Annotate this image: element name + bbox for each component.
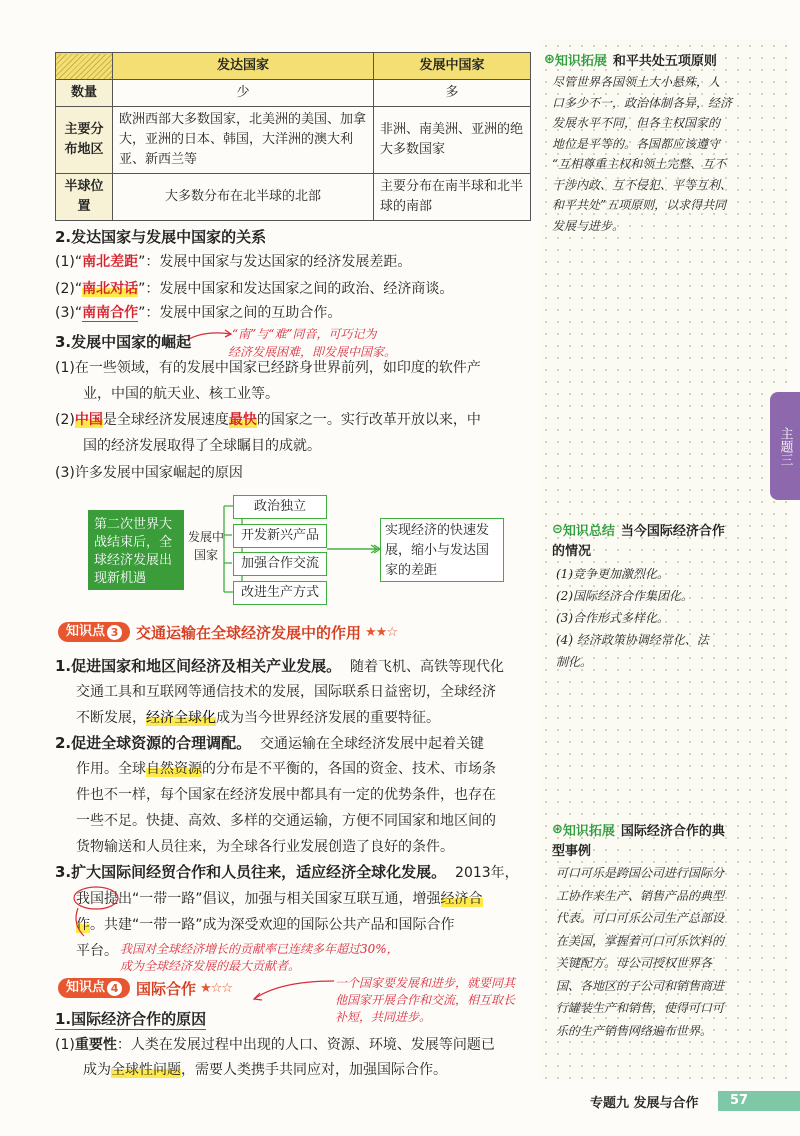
- key-term: 作: [76, 917, 90, 933]
- side-note-header: [544, 50, 717, 69]
- paragraph-line: (1)在一些领域，有的发展中国家已经跻身世界前列，如印度的软件产: [55, 360, 481, 376]
- handwritten-note: “南”与“难”同音，可巧记为: [232, 327, 377, 341]
- paragraph-line: 我国提出“一带一路”倡议，加强与相关国家互联互通，增强经济合: [76, 891, 483, 907]
- side-note-header: [552, 520, 725, 539]
- table-cell: 大多数分布在北半球的北部: [113, 174, 374, 221]
- table-cell: 非洲、南美洲、亚洲的绝大多数国家: [374, 107, 531, 174]
- flow-item: 开发新兴产品: [233, 524, 327, 548]
- flow-item: 政治独立: [233, 495, 327, 519]
- annotation-arrow: [250, 975, 340, 1005]
- paragraph-line: 作用。全球自然资源的分布是不平衡的，各国的资金、技术、市场条: [76, 761, 496, 777]
- knowledge-point-number: 3: [107, 625, 122, 640]
- paragraph-line: 成为全球性问题，需要人类携手共同应对，加强国际合作。: [83, 1062, 447, 1078]
- paragraph-line: (1)“南北差距”：发展中国家与发达国家的经济发展差距。: [55, 254, 412, 270]
- side-note-title-cont: 型事例: [552, 844, 592, 859]
- paragraph-line: 2.促进全球资源的合理调配。 交通运输在全球经济发展中起着关键: [55, 734, 485, 752]
- table-row: [56, 107, 531, 174]
- handwritten-note: 成为全球经济发展的最大贡献者。: [120, 959, 301, 973]
- knowledge-point-title: 国际合作: [136, 979, 197, 998]
- paragraph-line: 国的经济发展取得了全球瞩目的成就。: [83, 438, 321, 454]
- page-number: 57: [718, 1091, 800, 1111]
- handwritten-note: 我国对全球经济增长的贡献率已连续多年超过30%，: [120, 942, 399, 956]
- section-title: 2.发达国家与发展中国家的关系: [55, 228, 267, 246]
- side-note-body: (1)竞争更加激烈化。 (2)国际经济合作集团化。 (3)合作形式多样化。 (4) 经济政策协调经常化、法 制化。: [556, 567, 709, 669]
- paragraph-line: (3)许多发展中国家崛起的原因: [55, 465, 243, 481]
- key-term: 经济合: [440, 891, 483, 907]
- key-term: 中国: [74, 412, 103, 428]
- table-cell: 多: [374, 80, 531, 107]
- paragraph-line: 业，中国的航天业、核工业等。: [83, 386, 279, 402]
- flow-start-box: 第二次世界大战结束后，全球经济发展出现新机遇: [88, 510, 184, 590]
- knowledge-point-tag: 知识点 4: [58, 978, 130, 998]
- table-header-developed: 发达国家: [113, 53, 374, 80]
- difficulty-stars: ★★☆: [365, 624, 397, 640]
- side-note-title: 和平共处五项原则: [612, 54, 717, 69]
- knowledge-point-header: [58, 622, 397, 642]
- footer-chapter: 专题九 发展与合作: [590, 1096, 699, 1111]
- side-note-body: 可口可乐是跨国公司进行国际分 工协作来生产、销售产品的典型 代表。可口可乐公司生产总部设 在美国，掌握着可口可乐饮料的 关键配方。母公司授权世界各 国、各地区的子公司和销售商进 行罐装生产和销售，使得可口可 乐的生产销售网络遍布世界。: [556, 866, 725, 1038]
- paragraph-line: (2)“南北对话”：发展中国家和发达国家之间的政治、经济商谈。: [55, 281, 454, 297]
- side-note-title: 国际经济合作的典: [620, 824, 725, 839]
- paragraph-line: 1.促进国家和地区间经济及相关产业发展。 随着飞机、高铁等现代化: [55, 657, 505, 675]
- key-term: 重要性: [74, 1037, 117, 1053]
- knowledge-expand-icon: ⊛: [552, 822, 563, 837]
- pen-markings: [70, 884, 540, 944]
- theme-tab: 主题三: [770, 392, 800, 500]
- key-term: 南南合作: [82, 305, 139, 321]
- table-header-row: [56, 53, 531, 80]
- paragraph-line: 平台。: [76, 943, 118, 959]
- row-label: 数量: [56, 80, 113, 107]
- flow-middle-label: 发展中国家: [187, 530, 224, 562]
- table-row: [56, 80, 531, 107]
- flow-item: 加强合作交流: [233, 552, 327, 576]
- paragraph-line: 3.扩大国际间经贸合作和人员往来，适应经济全球化发展。 2013年，: [55, 863, 519, 881]
- key-term: 南北差距: [82, 254, 139, 270]
- difficulty-stars: ★☆☆: [200, 980, 232, 996]
- side-note-title-cont: 的情况: [552, 544, 592, 559]
- paragraph-line: (2)中国是全球经济发展速度最快的国家之一。实行改革开放以来，中: [55, 412, 481, 428]
- knowledge-point-tag: 知识点 3: [58, 622, 130, 642]
- key-term: 南北对话: [82, 281, 139, 297]
- paragraph-line: 不断发展，经济全球化成为当今世界经济发展的重要特征。: [76, 710, 440, 726]
- key-term: 最快: [228, 412, 257, 428]
- side-note-header: [552, 820, 725, 839]
- paragraph-line: 一些不足。快捷、高效、多样的交通运输，方便不同国家和地区间的: [76, 813, 496, 829]
- knowledge-summary-icon: ⊝: [552, 522, 563, 537]
- table-row: [56, 174, 531, 221]
- knowledge-point-number: 4: [107, 981, 122, 996]
- row-label: 半球位置: [56, 174, 113, 221]
- paragraph-line: 货物输送和人员往来，为全球各行业发展创造了良好的条件。: [76, 839, 454, 855]
- section-title: 1.国际经济合作的原因: [55, 1010, 207, 1028]
- table-cell: 主要分布在南半球和北半球的南部: [374, 174, 531, 221]
- flow-item: 改进生产方式: [233, 581, 327, 605]
- handwritten-note: 他国家开展合作和交流，相互取长: [335, 993, 516, 1007]
- paragraph-line: 作。共建“一带一路”成为深受欢迎的国际公共产品和国际合作: [76, 917, 455, 933]
- side-note-body: 尽管世界各国领土大小悬殊，人 口多少不一，政治体制各异，经济 发展水平不同，但各主权国家的 地位是平等的。各国都应该遵守 “互相尊重主权和领土完整、互不 干涉内政、互不侵犯、平等互利、 和平共处”五项原则，以求得共同 发展与进步。: [552, 75, 733, 233]
- table-cell: 欧洲西部大多数国家，北美洲的美国、加拿大，亚洲的日本、韩国，大洋洲的澳大利亚、新西兰等: [113, 107, 374, 174]
- paragraph-line: 交通工具和互联网等通信技术的发展，国际联系日益密切，全球经济: [76, 684, 496, 700]
- key-term: 全球性问题: [111, 1062, 181, 1078]
- flow-arrow: [325, 540, 381, 560]
- section-title: 3.发展中国家的崛起: [55, 333, 192, 351]
- table-header-corner: [56, 53, 113, 80]
- side-note-label: 知识总结: [562, 524, 615, 539]
- paragraph-line: (3)“南南合作”：发展中国家之间的互助合作。: [55, 305, 342, 321]
- knowledge-point-title: 交通运输在全球经济发展中的作用: [136, 623, 362, 642]
- table-header-developing: 发展中国家: [374, 53, 531, 80]
- table-cell: 少: [113, 80, 374, 107]
- side-note-label: 知识拓展: [562, 824, 615, 839]
- key-term: 经济全球化: [146, 710, 216, 726]
- comparison-table: [55, 52, 531, 221]
- flow-result-box: 实现经济的快速发展，缩小与发达国家的差距: [380, 518, 504, 582]
- side-note-label: 知识拓展: [554, 54, 607, 69]
- key-term: 自然资源: [146, 761, 202, 777]
- paragraph-line: 件也不一样，每个国家在经济发展中都具有一定的优势条件，也存在: [76, 787, 496, 803]
- knowledge-expand-icon: ⊛: [544, 52, 555, 67]
- paragraph-line: (1)重要性：人类在发展过程中出现的人口、资源、环境、发展等问题已: [55, 1037, 495, 1053]
- handwritten-note: 补短，共同进步。: [335, 1010, 432, 1024]
- handwritten-note: 一个国家要发展和进步，就要同其: [335, 976, 516, 990]
- handwritten-note: 经济发展困难，即发展中国家。: [228, 345, 397, 359]
- knowledge-point-header: [58, 978, 232, 998]
- row-label: 主要分布地区: [56, 107, 113, 174]
- side-note-title: 当今国际经济合作: [620, 524, 725, 539]
